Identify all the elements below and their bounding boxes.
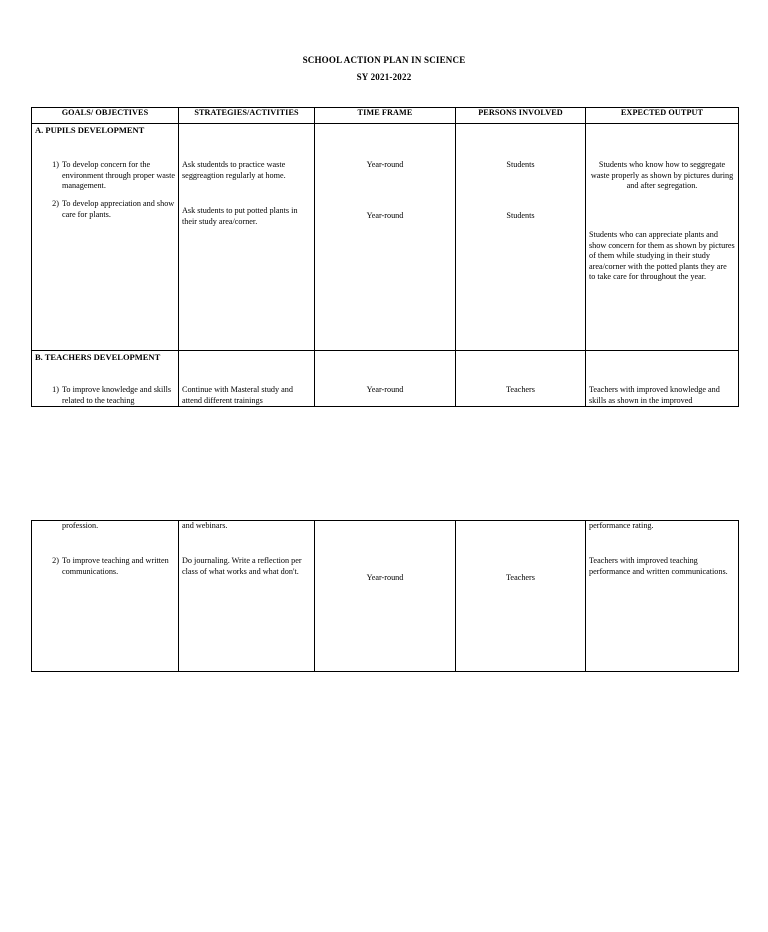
goal-text: To develop appreciation and show care for plants. <box>62 199 175 219</box>
output-text: Students who know how to seggregate waste properly as shown by pictures during and after segregation. <box>590 160 734 190</box>
goal-number: 2) <box>52 199 59 208</box>
goal-text: To improve teaching and written communications. <box>62 556 169 576</box>
document-title: SCHOOL ACTION PLAN IN SCIENCE <box>302 55 466 65</box>
output-text: performance rating. <box>589 521 654 530</box>
table-row-pupils <box>32 124 739 351</box>
strategies-cell-teachers-continued <box>179 521 315 672</box>
output-text: Teachers with improved teaching performance and written communications. <box>589 556 728 576</box>
persons-text: Teachers <box>506 573 535 582</box>
time-frame-cell-pupils <box>315 124 456 351</box>
header-strategies: STRATEGIES/ACTIVITIES <box>179 108 315 124</box>
goal-text: To develop concern for the environment through proper waste management. <box>62 160 176 190</box>
output-text: Students who can appreciate plants and show concern for them as shown by pictures of them while studying in their study area/corner with the potted plants they are to take care for throughout the year. <box>589 230 735 281</box>
time-frame-cell-teachers-continued <box>315 521 456 672</box>
time-frame-text: Year-round <box>366 160 404 169</box>
action-plan-table-page-1 <box>31 107 739 407</box>
strategy-text: Do journaling. Write a reflection per class of what works and what don't. <box>182 556 302 576</box>
goal-item <box>32 556 176 577</box>
strategies-cell-pupils <box>179 124 315 351</box>
output-cell-teachers <box>586 351 739 407</box>
header-expected-output: EXPECTED OUTPUT <box>586 108 739 124</box>
persons-cell-teachers-continued <box>456 521 586 672</box>
goal-item <box>32 160 176 192</box>
goal-item-continued <box>32 521 176 532</box>
table-header-row <box>32 108 739 124</box>
persons-cell-teachers <box>456 351 586 407</box>
time-frame-text: Year-round <box>366 211 404 220</box>
persons-text: Students <box>506 160 535 169</box>
header-persons-involved: PERSONS INVOLVED <box>456 108 586 124</box>
goal-number: 1) <box>52 160 59 169</box>
output-cell-teachers-continued <box>586 521 739 672</box>
header-time-frame: TIME FRAME <box>315 108 456 124</box>
goals-cell-teachers <box>32 351 179 407</box>
goals-cell-teachers-continued <box>32 521 179 672</box>
strategy-text: Continue with Masteral study and attend different trainings <box>182 385 293 405</box>
output-cell-pupils <box>586 124 739 351</box>
strategy-text: Ask students to put potted plants in their study area/corner. <box>182 206 298 226</box>
persons-cell-pupils <box>456 124 586 351</box>
goal-number: 1) <box>52 385 59 394</box>
goal-item <box>32 199 176 220</box>
section-label-pupils: A. PUPILS DEVELOPMENT <box>35 125 145 135</box>
goal-item <box>32 385 176 406</box>
persons-text: Teachers <box>506 385 535 394</box>
output-text: Teachers with improved knowledge and skills as shown in the improved <box>589 385 720 405</box>
goals-cell-pupils <box>32 124 179 351</box>
persons-text: Students <box>506 211 535 220</box>
action-plan-table-page-2 <box>31 520 739 672</box>
strategies-cell-teachers <box>179 351 315 407</box>
time-frame-text: Year-round <box>366 573 404 582</box>
goal-text: profession. <box>62 521 99 530</box>
time-frame-cell-teachers <box>315 351 456 407</box>
goal-number: 2) <box>52 556 59 565</box>
goal-text: To improve knowledge and skills related to the teaching <box>62 385 172 405</box>
header-goals: GOALS/ OBJECTIVES <box>32 108 179 124</box>
time-frame-text: Year-round <box>366 385 404 394</box>
school-year: SY 2021-2022 <box>356 72 412 82</box>
section-label-teachers: B. TEACHERS DEVELOPMENT <box>35 352 161 362</box>
strategy-text: and webinars. <box>182 521 228 530</box>
strategy-text: Ask studentds to practice waste seggreagtion regularly at home. <box>182 160 286 180</box>
table-row-teachers-continued <box>32 521 739 672</box>
table-row-teachers <box>32 351 739 407</box>
